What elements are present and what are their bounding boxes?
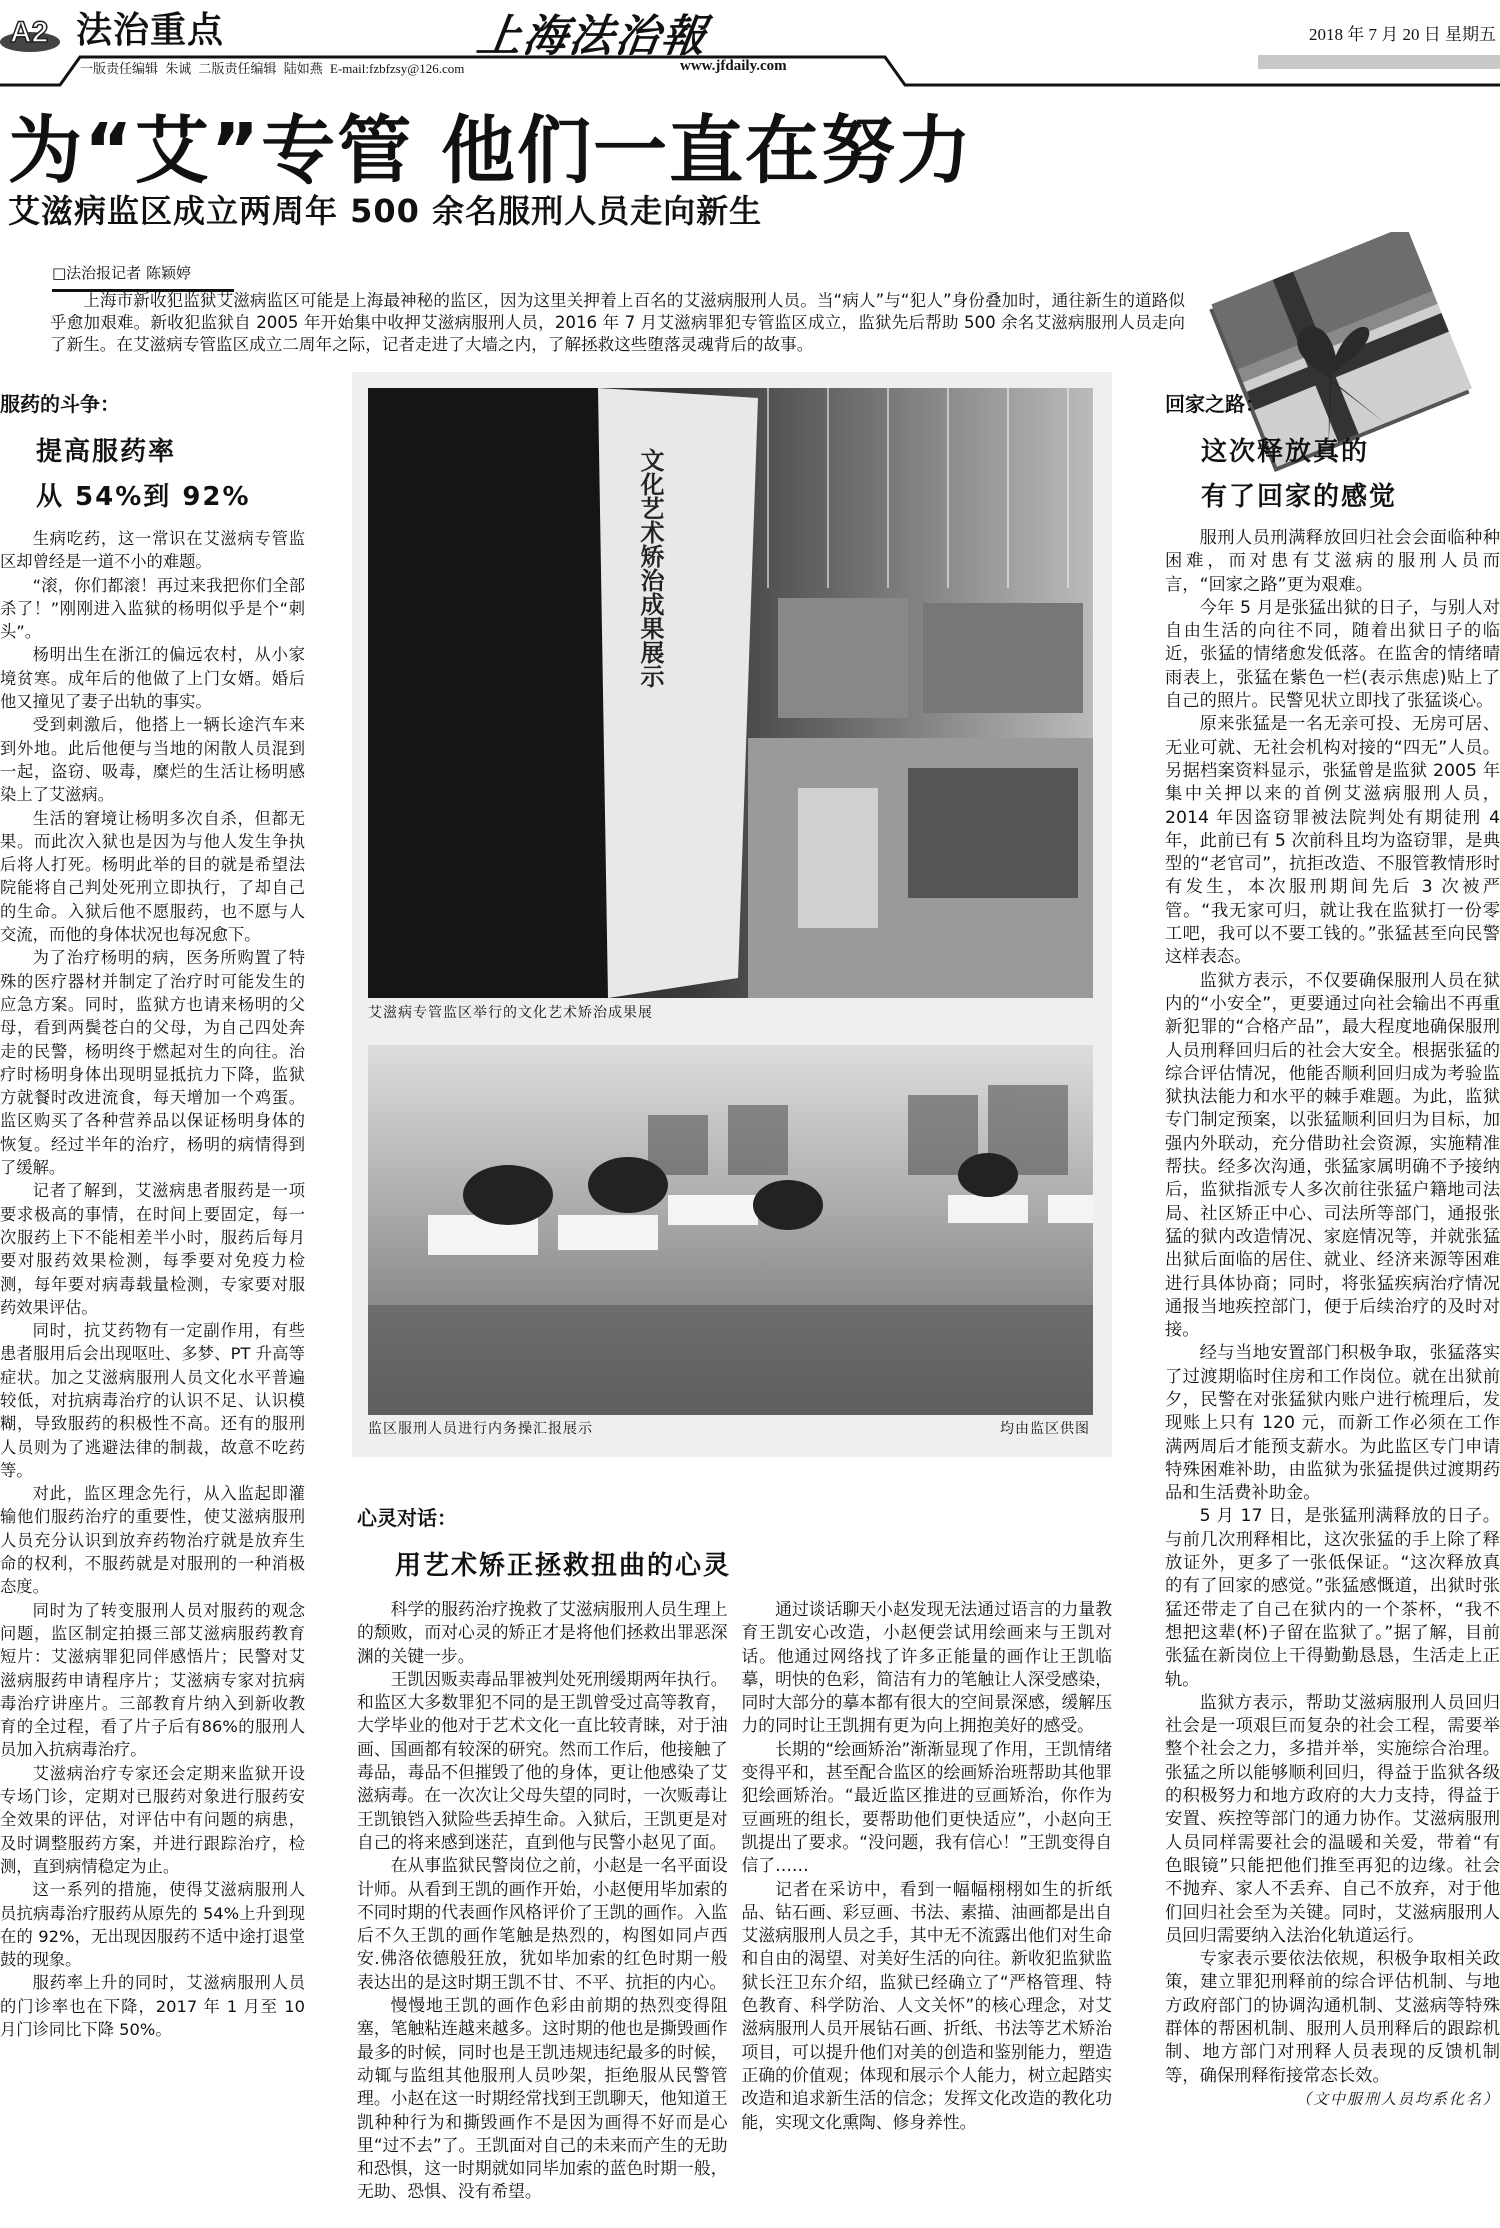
- paragraph: 服药率上升的同时，艾滋病服刑人员的门诊率也在下降，2017 年 1 月至 10 月门诊同比下降 50%。: [0, 1973, 305, 2039]
- subheadline: 艾滋病监区成立两周年 500 余名服刑人员走向新生: [8, 192, 763, 230]
- header-grey-bar: [1258, 55, 1500, 69]
- exhibit-sign-text: 文化艺术矫治成果展示: [636, 448, 664, 688]
- section-body: [357, 1598, 1112, 2228]
- paragraph: 慢慢地王凯的画作色彩由前期的热烈变得阻塞，笔触粘连越来越多。这时期的他也是撕毁画作最多的时候，同时也是王凯违规违纪最多的时候，动辄与监组其他服刑人员吵架，拒绝服从民警管理。小赵在这一时期经常找到王凯聊天，他知道王凯种种行为和撕毁画作不是因为画得不好而是心里“过不去”了。王凯面对自己的未来而产生的无助和恐惧，这一时期就如同毕加索的蓝色时期一般，无助、恐惧、没有希望。: [357, 1995, 728, 2202]
- paragraph: 王凯因贩卖毒品罪被判处死刑缓期两年执行。和监区大多数罪犯不同的是王凯曾受过高等教育，大学毕业的他对于艺术文化一直比较青睐，对于油画、国画都有较深的研究。然而工作后，他接触了毒品，毒品不但摧毁了他的身体，更让他感染了艾滋病毒。在一次次让父母失望的同时，一次贩毒让王凯锒铛入狱险些丢掉生命。入狱后，王凯更是对自己的将来感到迷茫，直到他与民警小赵见了面。: [357, 1668, 728, 1852]
- paragraph: 监狱方表示，不仅要确保服刑人员在狱内的“小安全”，更要通过向社会输出不再重新犯罪的“合格产品”，最大程度地确保服刑人员刑释回归后的社会大安全。根据张猛的综合评估情况，他能否顺利回归成为考验监狱执法能力和水平的棘手难题。为此，监狱专门制定预案，以张猛顺利回归为目标，加强内外联动，充分借助社会资源，实施精准帮扶。经多次沟通，张猛家属明确不予接纳后，监狱指派专人多次前往张猛户籍地司法局、社区矫正中心、司法所等部门，通报张猛的狱内改造情况、家庭情况等，并就张猛出狱后面临的居住、就业、经济来源等困难进行具体协商；同时，将张猛疾病治疗情况通报当地疾控部门，便于后续治疗的及时对接。: [1165, 970, 1500, 1341]
- paragraph: 为了治疗杨明的病，医务所购置了特殊的医疗器材并制定了治疗时可能发生的应急方案。同时，监狱方也请来杨明的父母，看到两鬓苍白的父母，为自己四处奔走的民警，杨明终于燃起对生的向往。治疗时杨明身体出现明显抵抗力下降，监狱方就餐时改进流食，每天增加一个鸡蛋。监区购买了各种营养品以保证杨明身体的恢复。经过半年的治疗，杨明的病情得到了缓解。: [0, 948, 305, 1178]
- section-headline: 用艺术矫正拯救扭曲的心灵: [395, 1551, 732, 1581]
- paragraph: 科学的服药治疗挽救了艾滋病服刑人员生理上的颓败，而对心灵的矫正才是将他们拯救出罪恶深渊的关键一步。: [357, 1599, 728, 1666]
- section-headline: 这次释放真的: [1201, 437, 1370, 467]
- paragraph: 服刑人员刑满释放回归社会会面临种种困难，而对患有艾滋病的服刑人员而言，“回家之路”更为艰难。: [1165, 528, 1500, 595]
- photo-caption: 艾滋病专管监区举行的文化艺术矫治成果展: [368, 1005, 653, 1021]
- paragraph: 同时，抗艾药物有一定副作用，有些患者服用后会出现呕吐、多梦、PT 升高等症状。加之艾滋病服刑人员文化水平普遍较低，对抗病毒治疗的认识不足、认识模糊，导致服药的积极性不高。还有的服刑人员则为了逃避法律的制裁，故意不吃药等。: [0, 1321, 305, 1480]
- section-kicker: 回家之路：: [1165, 392, 1265, 416]
- paragraph: 经与当地安置部门积极争取，张猛落实了过渡期临时住房和工作岗位。就在出狱前夕，民警在对张猛狱内账户进行梳理后，发现账上只有 120 元，而新工作必须在工作满两周后才能预支薪水。为此监区专门申请特殊困难补助，由监狱为张猛提供过渡期药品和生活费补助金。: [1165, 1343, 1500, 1504]
- paragraph: 在从事监狱民警岗位之前，小赵是一名平面设计师。从看到王凯的画作开始，小赵便用毕加索的不同时期的代表画作风格评价了王凯的画作。入监后不久王凯的画作笔触是热烈的，构图如同卢西安.佛洛依德般狂放，犹如毕加索的红色时期一般表达出的是这时期王凯不甘、不平、抗拒的内心。: [357, 1855, 728, 1992]
- paragraph: 原来张猛是一名无亲可投、无房可居、无业可就、无社会机构对接的“四无”人员。另据档案资料显示，张猛曾是监狱 2005 年集中关押以来的首例艾滋病服刑人员，2014 年因盗窃罪被法院判处有期徒刑 4 年，此前已有 5 次前科且均为盗窃罪，是典型的“老官司”，抗拒改造、不服管教情形时有发生，本次服刑期间先后 3 次被严管。“我无家可归，就让我在监狱打一份零工吧，我可以不要工钱的。”张猛甚至向民警这样表态。: [1165, 714, 1500, 968]
- paragraph: 长期的“绘画矫治”渐渐显现了作用，王凯情绪变得平和，甚至配合监区的绘画矫治班帮助其他罪犯绘画矫治。“最近监区推进的豆画矫治，你作为豆画班的组长，要帮助他们更快适应”，小赵向王凯提出了要求。“没问题，我有信心！”王凯变得自信了……: [741, 1738, 1112, 1876]
- paragraph: 受到刺激后，他搭上一辆长途汽车来到外地。此后他便与当地的闲散人员混到一起，盗窃、吸毒，糜烂的生活让杨明感染上了艾滋病。: [0, 715, 305, 805]
- section-body: [1165, 527, 1500, 2111]
- section-headline: 提高服药率: [36, 437, 177, 467]
- main-headline: 为“艾”专管 他们一直在努力: [8, 108, 974, 194]
- paragraph: 对此，监区理念先行，从入监起即灌输他们服药治疗的重要性，使艾滋病服刑人员充分认识到放弃药物治疗就是放弃生命的权利，不服药就是对服刑的一种消极态度。: [0, 1484, 305, 1597]
- paragraph: 同时为了转变服刑人员对服药的观念问题，监区制定拍摄三部艾滋病服药教育短片：艾滋病罪犯同伴感悟片；民警对艾滋病服药申请程序片；艾滋病专家对抗病毒治疗讲座片。三部教育片纳入到新收教育的全过程，看了片子后有86%的服刑人员加入抗病毒治疗。: [0, 1600, 305, 1760]
- section-headline-line2: 有了回家的感觉: [1201, 482, 1398, 512]
- byline: □法治报记者 陈颖婷: [52, 262, 234, 292]
- editors-line: 一版责任编辑 朱诚 二版责任编辑 陆如燕 E-mail:fzbfzsy@126.com: [80, 61, 465, 76]
- website-link[interactable]: www.jfdaily.com: [680, 58, 787, 74]
- section-kicker: 服药的斗争：: [0, 392, 120, 416]
- photo-credit: 均由监区供图: [1000, 1421, 1090, 1437]
- paragraph: 艾滋病治疗专家还会定期来监狱开设专场门诊，定期对已服药对象进行服药安全效果的评估，对评估中有问题的病患，及时调整服药方案，并进行跟踪治疗，检测，直到病情稳定为止。: [0, 1763, 305, 1876]
- paragraph: 记者在采访中，看到一幅幅栩栩如生的折纸品、钻石画、彩豆画、书法、素描、油画都是出自艾滋病服刑人员之手，其中无不流露出他们对生命和自由的渴望、对美好生活的向往。新收犯监狱监狱长汪卫东介绍，监狱已经确立了“严格管理、特色教育、科学防治、人文关怀”的核心理念，对艾滋病服刑人员开展钻石画、折纸、书法等艺术矫治项目，可以提升他们对美的创造和鉴别能力，塑造正确的价值观；体现和展示个人能力，树立起踏实改造和追求新生活的信念；发挥文化改造的教化功能，实现文化熏陶、修身养性。: [741, 1878, 1112, 2132]
- section-kicker: 心灵对话：: [357, 1506, 457, 1530]
- photo-caption: 监区服刑人员进行内务操汇报展示: [368, 1421, 593, 1437]
- paragraph: “滚，你们都滚！再过来我把你们全部杀了！”刚刚进入监狱的杨明似乎是个“刺头”。: [0, 575, 305, 642]
- article-intro: 上海市新收犯监狱艾滋病监区可能是上海最神秘的监区，因为这里关押着上百名的艾滋病服刑人员。当“病人”与“犯人”身份叠加时，通往新生的道路似乎愈加艰难。新收犯监狱自 2005 年开始集中收押艾滋病服刑人员，2016 年 7 月艾滋病罪犯专管监区成立，监狱先后帮助 500 余名艾滋病服刑人员走向了新生。在艾滋病专管监区成立二周年之际，记者走进了大墙之内，了解拯救这些堕落灵魂背后的故事。: [50, 291, 1185, 354]
- page-label: A2: [10, 16, 49, 49]
- issue-date: 2018 年 7 月 20 日 星期五: [1309, 25, 1496, 44]
- pseudonym-note: （文中服刑人员均系化名）: [1295, 2089, 1500, 2108]
- drill-photo: [368, 1045, 1093, 1415]
- paragraph: 杨明出生在浙江的偏远农村，从小家境贫寒。成年后的他做了上门女婿。婚后他又撞见了妻子出轨的事实。: [0, 645, 305, 712]
- section-headline-line2: 从 54%到 92%: [36, 482, 251, 512]
- paragraph: 今年 5 月是张猛出狱的日子，与别人对自由生活的向往不同，随着出狱日子的临近，张猛的情绪愈发低落。在监舍的情绪晴雨表上，张猛在紫色一栏(表示焦虑)贴上了自己的照片。民警见状立即找了张猛谈心。: [1165, 597, 1500, 712]
- paragraph: 监狱方表示，帮助艾滋病服刑人员回归社会是一项艰巨而复杂的社会工程，需要举整个社会之力，多措并举，实施综合治理。张猛之所以能够顺利回归，得益于监狱各级的积极努力和地方政府的大力支持，得益于安置、疾控等部门的通力协作。艾滋病服刑人员同样需要社会的温暖和关爱，带着“有色眼镜”只能把他们推至再犯的边缘。社会不抛弃、家人不丢弃、自己不放弃，对于他们回归社会至为关键。同时，艾滋病服刑人员回归需要纳入法治化轨道运行。: [1165, 1692, 1500, 1946]
- paragraph: 5 月 17 日，是张猛刑满释放的日子。与前几次刑释相比，这次张猛的手上除了释放证外，更多了一张低保证。“这次释放真的有了回家的感觉。”张猛感慨道，出狱时张猛还带走了自己在狱内的一个茶杯，“我不想把这辈(杯)子留在监狱了。”据了解，目前张猛在新岗位上干得勤勤恳恳，生活走上正轨。: [1165, 1506, 1500, 1690]
- section-body: [0, 527, 305, 2041]
- exhibition-photo: [368, 388, 1093, 998]
- paragraph: 生活的窘境让杨明多次自杀，但都无果。而此次入狱也是因为与他人发生争执后将人打死。杨明此举的目的就是希望法院能将自己判处死刑立即执行，了却自己的生命。入狱后他不愿服药，也不愿与人交流，而他的身体状况也每况愈下。: [0, 808, 305, 945]
- paragraph: 专家表示要依法依规，积极争取相关政策，建立罪犯刑释前的综合评估机制、与地方政府部门的协调沟通机制、艾滋病等特殊群体的帮困机制、服刑人员刑释后的跟踪机制、地方部门对刑释人员表现的反馈机制等，确保刑释衔接常态长效。: [1165, 1949, 1500, 2086]
- left-column: [0, 388, 305, 2041]
- paragraph: 这一系列的措施，使得艾滋病服刑人员抗病毒治疗服药从原先的 54%上升到现在的 92%，无出现因服药不适中途打退堂鼓的现象。: [0, 1880, 305, 1970]
- newspaper-masthead: 上海法治報: [473, 11, 711, 62]
- right-column: [1165, 388, 1500, 2111]
- paragraph: 记者了解到，艾滋病患者服药是一项要求极高的事情，在时间上要固定，每一次服药上下不能相差半小时，服药后每月要对服药效果检测，每季要对免疫力检测，每年要对病毒载量检测，专家要对服药效果评估。: [0, 1181, 305, 1317]
- paragraph: 通过谈话聊天小赵发现无法通过语言的力量教育王凯安心改造，小赵便尝试用绘画来与王凯对话。他通过网络找了许多正能量的画作让王凯临摹，明快的色彩，简洁有力的笔触让人深受感染，同时大部分的摹本都有很大的空间景深感，缓解压力的同时让王凯拥有更为向上拥抱美好的感受。: [741, 1599, 1112, 1736]
- section-title: 法治重点: [76, 10, 225, 51]
- paragraph: 生病吃药，这一常识在艾滋病专管监区却曾经是一道不小的难题。: [0, 529, 305, 572]
